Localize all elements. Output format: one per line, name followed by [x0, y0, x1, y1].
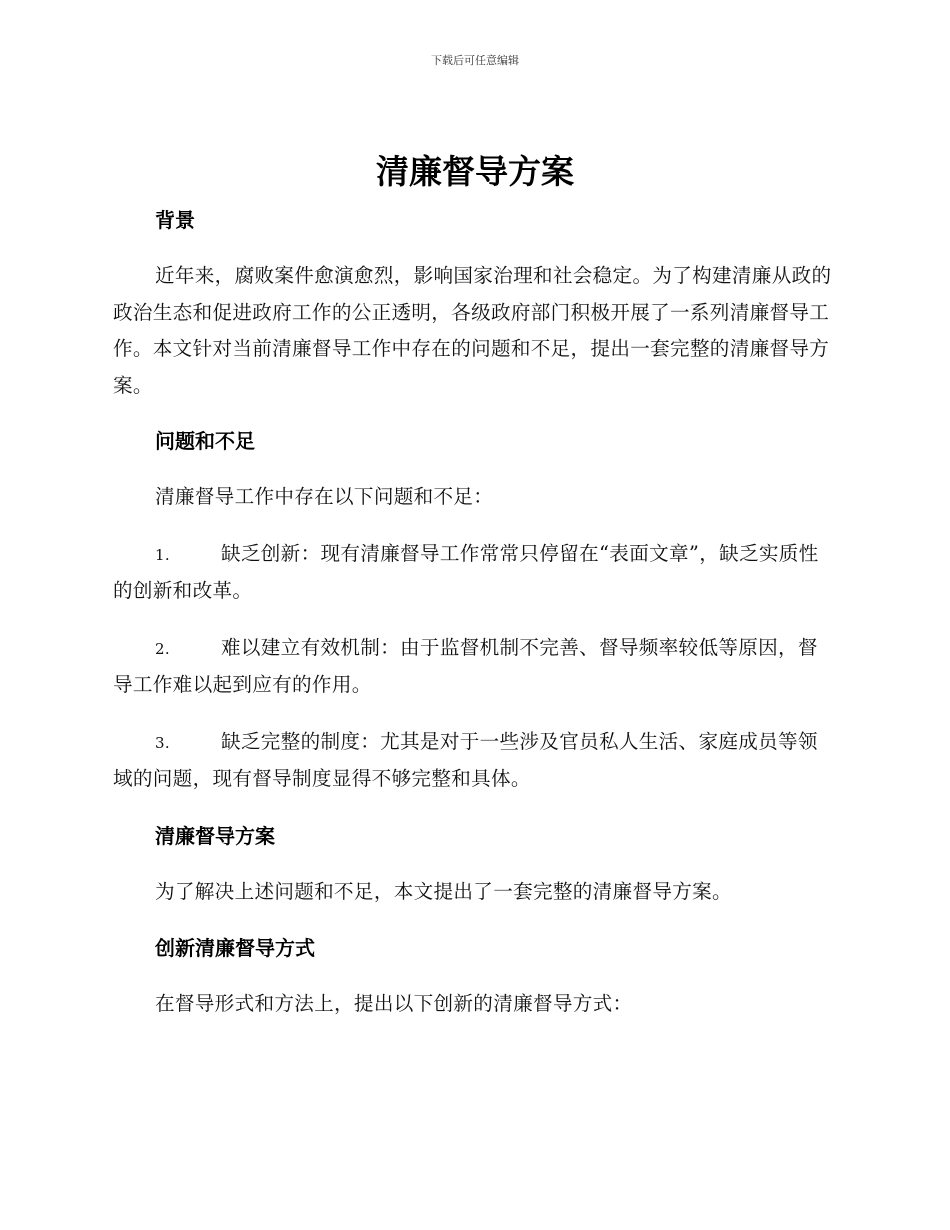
page-header-note: 下载后可任意编辑 [431, 54, 519, 67]
list-item-text: 难以建立有效机制：由于监督机制不完善、督导频率较低等原因，督导工作难以起到应有的作用。 [113, 635, 818, 696]
list-item-number: 3. [155, 733, 170, 752]
section-heading-background: 背景 [155, 208, 195, 232]
list-item [113, 536, 835, 610]
list-item [113, 630, 835, 704]
innovation-paragraph: 在督导形式和方法上，提出以下创新的清廉督导方式： [155, 992, 633, 1015]
background-paragraph: 近年来，腐败案件愈演愈烈，影响国家治理和社会稳定。为了构建清廉从政的政治生态和促进政府工作的公正透明，各级政府部门积极开展了一系列清廉督导工作。本文针对当前清廉督导工作中存在的问题和不足，提出一套完整的清廉督导方案。 [113, 264, 832, 397]
list-item [113, 724, 835, 798]
document-title: 清廉督导方案 [376, 152, 574, 191]
problems-intro: 清廉督导工作中存在以下问题和不足： [155, 485, 494, 508]
section-heading-problems: 问题和不足 [155, 429, 255, 453]
section-heading-plan: 清廉督导方案 [155, 823, 275, 848]
document-body [113, 202, 835, 1023]
list-item-text: 缺乏完整的制度：尤其是对于一些涉及官员私人生活、家庭成员等领域的问题，现有督导制度显得不够完整和具体。 [113, 729, 818, 790]
list-item-number: 1. [155, 545, 170, 564]
list-item-text: 缺乏创新：现有清廉督导工作常常只停留在“表面文章”，缺乏实质性的创新和改革。 [113, 541, 819, 602]
section-heading-innovation: 创新清廉督导方式 [155, 936, 315, 960]
list-item-number: 2. [155, 639, 170, 658]
plan-paragraph: 为了解决上述问题和不足，本文提出了一套完整的清廉督导方案。 [155, 879, 732, 903]
